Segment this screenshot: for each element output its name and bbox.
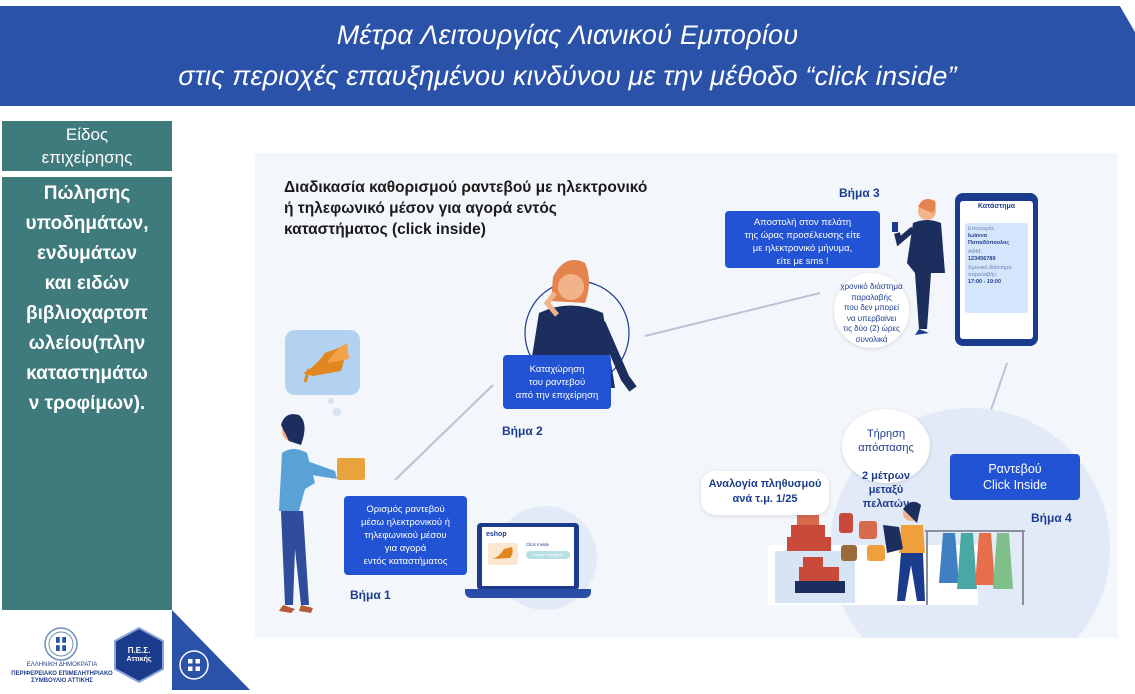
pes-logo-line1: Π.Ε.Σ.	[127, 646, 151, 655]
step2-label: Βήμα 2	[502, 424, 543, 438]
laptop-shoe-icon	[488, 543, 518, 565]
laptop-screen	[482, 527, 574, 586]
laptop-item-label: Click Inside	[526, 542, 550, 547]
distance-note-line2: 2 μέτρων μεταξύ πελατών	[862, 470, 910, 510]
phone-time-label: Χρονικό διάστημα παραλαβής:	[968, 265, 1012, 278]
phone-afm-label: ΑΦΜ:	[968, 249, 983, 255]
step1-label: Βήμα 1	[350, 588, 391, 602]
step2-box: Καταχώρηση του ραντεβού από την επιχείρηση	[503, 355, 611, 409]
chamber-logo-line3: ΣΥΜΒΟΥΛΙΟ ΑΤΤΙΚΗΣ	[31, 678, 93, 684]
laptop-illustration	[477, 523, 579, 590]
corner-emblem	[172, 610, 250, 690]
pes-hexagon-icon	[112, 626, 166, 684]
step4-box: Ραντεβού Click Inside	[950, 454, 1080, 500]
phone-time-value: 17:00 - 19:00	[968, 279, 1002, 285]
chamber-logo-line1: ΕΛΛΗΝΙΚΗ ΔΗΜΟΚΡΑΤΙΑ	[26, 662, 98, 668]
laptop-eshop-label: eshop	[486, 531, 507, 538]
greek-emblem-icon	[44, 627, 78, 661]
distance-note	[842, 409, 930, 510]
step3-label: Βήμα 3	[839, 186, 880, 200]
business-type-value: Πώλησης υποδημάτων, ενδυμάτων και ειδών βιβλιοχαρτοπ ωλείου(πλην καταστημάτω ν τροφίμων).	[2, 177, 172, 610]
header-banner	[0, 6, 1135, 106]
phone-name-value: Ιωάννα Παπαδόπουλος	[968, 233, 1010, 246]
banner-title-line2: στις περιοχές επαυξημένου κινδύνου με την μέθοδο “click inside”	[178, 61, 957, 91]
phone-illustration	[955, 193, 1038, 346]
business-type-label: Είδος επιχείρησης	[2, 121, 172, 171]
banner-title-line1: Μέτρα Λειτουργίας Λιανικού Εμπορίου	[336, 20, 799, 50]
distance-note-line1: Τήρηση απόστασης	[858, 428, 914, 454]
phone-message	[965, 223, 1028, 313]
step3-box: Αποστολή στον πελάτη της ώρας προσέλευσης είτε με ηλεκτρονικό μήνυμα, είτε με sms !	[725, 211, 880, 268]
chamber-logo-line2: ΠΕΡΙΦΕΡΕΙΑΚΟ ΕΠΙΜΕΛΗΤΗΡΙΑΚΟ	[11, 671, 113, 677]
step1-box: Ορισμός ραντεβού μέσω ηλεκτρονικού ή τηλεφωνικού μέσου για αγορά εντός καταστήματος	[344, 496, 467, 575]
laptop-book-button: Κλείσε Ραντεβού	[526, 551, 570, 559]
phone-screen	[960, 201, 1033, 339]
population-ratio-note: Αναλογία πληθυσμού ανά τ.μ. 1/25	[701, 471, 829, 515]
step4-label: Βήμα 4	[1031, 511, 1072, 525]
phone-afm-value: 123456789	[968, 256, 996, 262]
process-title: Διαδικασία καθορισμού ραντεβού με ηλεκτρονικό ή τηλεφωνικό μέσον για αγορά εντός καταστήματος (click inside)	[284, 179, 648, 238]
pes-logo	[112, 626, 166, 684]
phone-store-title: Κατάστημα	[977, 203, 1016, 210]
infographic-panel	[255, 153, 1118, 638]
phone-name-label: Επωνυμία:	[968, 226, 995, 232]
pes-logo-line2: Αττικής	[126, 656, 152, 663]
pickup-time-note: χρονικό διάστημα παραλαβής που δεν μπορεί να υπερβαίνει τις δύο (2) ώρες συνολικά	[834, 273, 909, 348]
laptop-base	[465, 589, 591, 598]
chamber-logo	[11, 627, 113, 689]
